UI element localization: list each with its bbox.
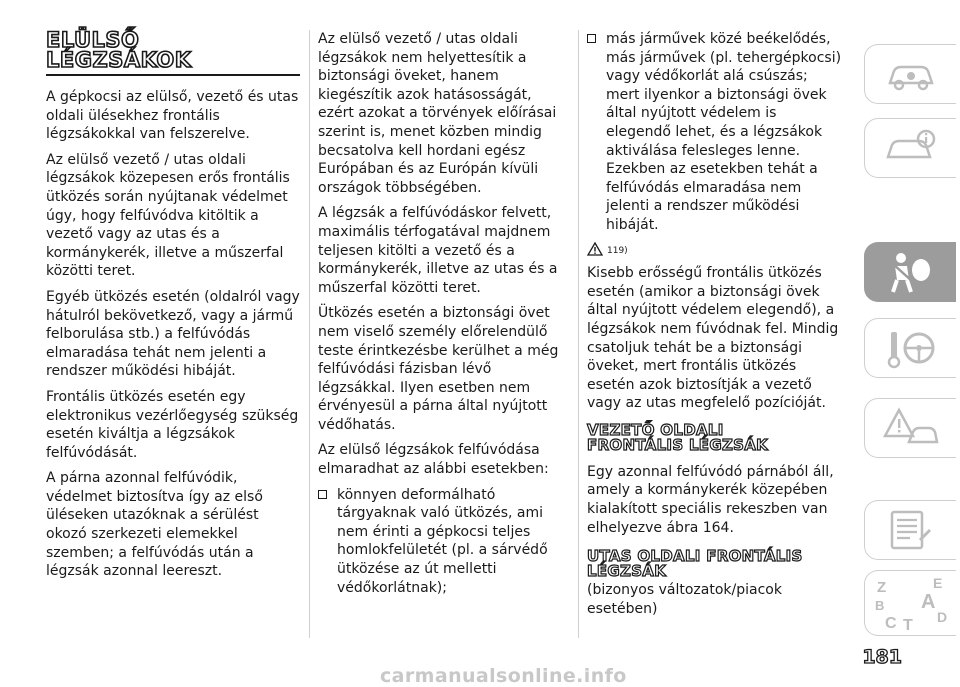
column-3 xyxy=(587,30,843,625)
svg-text:T: T xyxy=(902,617,913,632)
tab-airbag-safety[interactable] xyxy=(864,242,956,302)
column-1 xyxy=(46,30,300,588)
paragraph: Egy azonnal felfúvódó párnából áll, amely a kormánykerék közepében kialakított speciális rekeszben van elhelyezve ábra 164. xyxy=(587,463,834,536)
key-steering-icon xyxy=(883,326,939,370)
bullet-item xyxy=(318,486,570,598)
column-divider xyxy=(309,30,310,638)
paragraph: A gépkocsi az elülső, vezető és utas oldali ülésekhez frontális légzsákokkal van felszerelve. xyxy=(46,89,299,143)
column-2 xyxy=(318,30,570,604)
bullet-item xyxy=(587,30,843,235)
paragraph: Kisebb erősségű frontális ütközés esetén (amikor a biztonsági övek által nyújtott védelem elegendő), a légzsákok nem fúvódnak fel. Mindig csatoljuk tehát be a biztonsági öveket, mert frontális ütközés esetén azok biztosítják a vezető vagy az utas megfelelő pozícióját. xyxy=(587,265,839,412)
alphabet-index-icon xyxy=(871,574,951,632)
bullet-text: más járművek közé beékelődés, más járművek (pl. tehergépkocsi) vagy védőkorlát alá csúszás; mert ilyenkor a biztonsági övek által nyújtott védelem is elegendő lehet, és a légzsákok aktiválása felesleges lenne. Ezekben az esetekben tehát a felfúvódás elmaradása nem jelenti a rendszer működési hibáját. xyxy=(606,31,842,233)
paragraph: Az elülső légzsákok felfúvódása elmaradhat az alábbi esetekben: xyxy=(318,442,549,478)
svg-text:B: B xyxy=(874,598,884,613)
paragraph: Az elülső vezető / utas oldali légzsákok nem helyettesítik a biztonsági öveket, hanem kiegészítik azok hatásosságát, ezért azokat a törvények előírásai szerint is, menet közben mindig becsatolva kell hordani egész Európában és az Európán kívüli országok többségében. xyxy=(318,31,557,196)
page-number: 181 xyxy=(862,646,902,668)
section-subtitle: (bizonyos változatok/piacok esetében) xyxy=(587,582,782,617)
tab-car-info[interactable] xyxy=(864,118,956,178)
svg-text:E: E xyxy=(932,575,942,591)
paragraph: Ütközés esetén a biztonsági övet nem viselő személy előrelendülő teste érintkezésbe kerülhet a még felfúvódási fázisban lévő légzsákkal. Ilyen esetben nem érvényesül a párna által nyújtott védőhatás. xyxy=(318,305,559,433)
checkbox-bullet-icon xyxy=(587,34,596,43)
tab-alphabet-index[interactable] xyxy=(864,570,956,636)
paragraph: A párna azonnal felfúvódik, védelmet biztosítva így az első üléseken utazóknak a sérülést okozó szerkezeti elemekkel szemben; a felfúvódás után a légzsák azonnal leereszt. xyxy=(46,470,263,580)
svg-text:A: A xyxy=(920,591,935,613)
warning-triangle-icon xyxy=(587,242,603,256)
tab-key-steering[interactable] xyxy=(864,318,956,378)
page-title: ELÜLSŐ LÉGZSÁKOK xyxy=(46,28,192,72)
watermark: carmanualsonline.info xyxy=(380,665,627,687)
paragraph: Az elülső vezető / utas oldali légzsákok közepesen erős frontális ütközés során nyújtanak védelmet úgy, hogy felfúvódva kitöltik a vezető vagy az utas és a kormánykerék, illetve a műszerfal közötti teret. xyxy=(46,151,290,280)
warning-ref-number: 119) xyxy=(607,245,628,256)
warning-reference xyxy=(587,242,843,261)
bullet-text: könnyen deformálható tárgyaknak való ütközés, ami nem érinti a gépkocsi teljes homlokfelületét (pl. a sárvédő ütközése az út melletti védőkorlátnak); xyxy=(337,486,548,596)
spec-list-icon xyxy=(886,510,936,550)
tab-car-dashboard[interactable] xyxy=(864,44,956,104)
svg-text:C: C xyxy=(884,615,897,632)
tab-spec-list[interactable] xyxy=(864,500,956,560)
tab-warning-car[interactable] xyxy=(864,398,956,458)
warning-car-icon xyxy=(883,406,939,450)
car-dashboard-icon xyxy=(884,55,938,93)
section-title-passenger: UTAS OLDALI FRONTÁLIS LÉGZSÁK xyxy=(587,547,803,581)
paragraph: Egyéb ütközés esetén (oldalról vagy hátulról bekövetkező, vagy a jármű felborulása stb.) a felfúvódás elmaradása tehát nem jelenti a rendszer működési hibáját. xyxy=(46,288,300,380)
title-rule xyxy=(46,74,300,76)
car-info-icon xyxy=(884,129,938,167)
paragraph: Frontális ütközés esetén egy elektronikus vezérlőegység szükség esetén kiváltja a légzsákok felfúvódását. xyxy=(46,388,299,461)
svg-text:Z: Z xyxy=(876,579,886,596)
svg-text:D: D xyxy=(936,609,947,625)
column-divider xyxy=(578,30,579,638)
paragraph: A légzsák a felfúvódáskor felvett, maximális térfogatával majdnem teljesen kitölti a vezető és a kormánykerék, illetve az utas és a műszerfal közötti teret. xyxy=(318,205,558,296)
checkbox-bullet-icon xyxy=(318,490,327,499)
section-title-driver: VEZETŐ OLDALI FRONTÁLIS LÉGZSÁK xyxy=(587,420,769,454)
airbag-seat-icon xyxy=(883,250,939,294)
